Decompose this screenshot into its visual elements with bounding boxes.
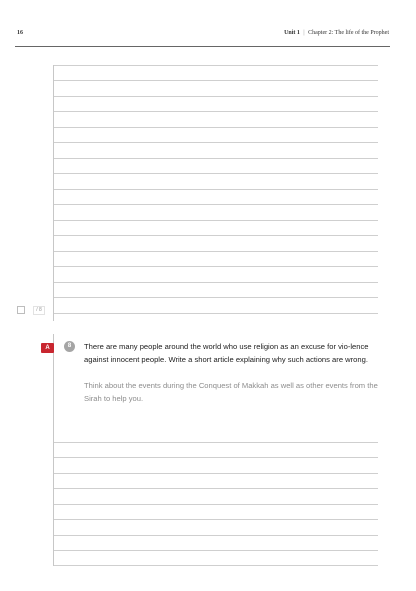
score-checkbox[interactable] xyxy=(17,306,25,314)
writing-line xyxy=(54,550,378,551)
writing-line xyxy=(54,173,378,174)
writing-line xyxy=(54,65,378,66)
running-head-unit: Unit 1 xyxy=(284,30,300,36)
page-number: 16 xyxy=(17,30,23,36)
writing-line xyxy=(54,535,378,536)
running-head xyxy=(284,30,389,36)
writing-line xyxy=(54,565,378,566)
writing-line xyxy=(54,204,378,205)
writing-line xyxy=(54,266,378,267)
writing-line xyxy=(54,251,378,252)
writing-line xyxy=(54,297,378,298)
running-head-chapter: Chapter 2: The life of the Prophet xyxy=(308,30,389,36)
writing-line xyxy=(54,158,378,159)
writing-line xyxy=(54,504,378,505)
writing-line xyxy=(54,282,378,283)
header-rule xyxy=(15,46,390,47)
writing-line xyxy=(54,142,378,143)
level-badge: A xyxy=(41,343,54,353)
question-hint: Think about the events during the Conquest of Makkah as well as other events from the Sirah to help you. xyxy=(84,381,378,403)
writing-line xyxy=(54,189,378,190)
question-number: 8 xyxy=(64,341,75,352)
writing-line xyxy=(54,457,378,458)
writing-line xyxy=(54,488,378,489)
running-head-separator: | xyxy=(303,30,305,36)
writing-line xyxy=(54,313,378,314)
writing-line xyxy=(54,111,378,112)
writing-line xyxy=(54,220,378,221)
writing-line xyxy=(54,442,378,443)
writing-line xyxy=(54,96,378,97)
writing-line xyxy=(54,127,378,128)
question-text: There are many people around the world who use religion as an excuse for vio-lence against innocent people. Write a short article explaining why such actions are wrong. xyxy=(84,342,369,364)
writing-line xyxy=(54,235,378,236)
writing-line xyxy=(54,80,378,81)
writing-line xyxy=(54,473,378,474)
score-label: / 8 xyxy=(33,306,45,315)
writing-line xyxy=(54,519,378,520)
margin-line xyxy=(53,334,54,566)
